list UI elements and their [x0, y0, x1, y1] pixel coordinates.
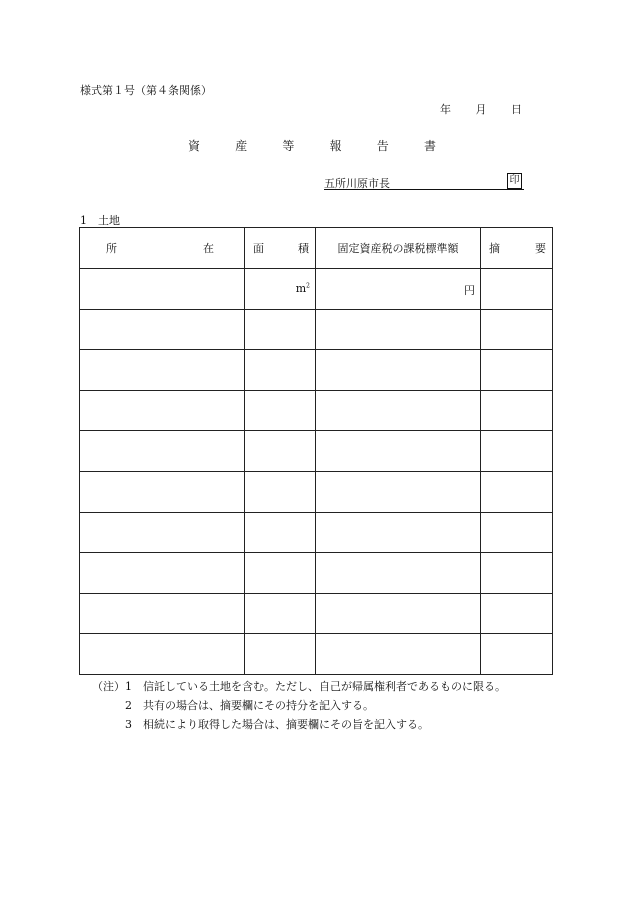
location-cell[interactable]: [80, 553, 245, 594]
note-number: 3: [125, 718, 132, 731]
tax-base-cell[interactable]: [316, 269, 481, 310]
remarks-cell[interactable]: [481, 593, 553, 634]
header-area-char: 面: [253, 242, 264, 255]
title-char: 報: [329, 139, 342, 153]
seal-stamp-box: 印: [507, 173, 522, 189]
remarks-cell[interactable]: [481, 634, 553, 675]
tax-base-cell[interactable]: [316, 634, 481, 675]
notes-block: [92, 677, 506, 734]
location-cell[interactable]: [80, 634, 245, 675]
remarks-cell[interactable]: [481, 553, 553, 594]
land-table: [79, 227, 553, 675]
title-char: 資: [188, 139, 201, 153]
tax-base-cell[interactable]: [316, 593, 481, 634]
tax-base-unit-label: 円: [464, 284, 475, 297]
form-number: 様式第１号（第４条関係）: [80, 84, 212, 97]
table-row: [80, 390, 553, 431]
header-location: [80, 228, 245, 269]
header-area: [245, 228, 316, 269]
tax-base-cell[interactable]: [316, 553, 481, 594]
header-remarks-char: 要: [535, 242, 546, 255]
note-item: [92, 677, 506, 696]
table-row: [80, 269, 553, 310]
note-text: 信託している土地を含む。ただし、自己が帰属権利者であるものに限る。: [143, 680, 506, 693]
header-tax-base-label: 固定資産税の課税標準額: [337, 242, 459, 255]
date-month-label: 月: [475, 103, 487, 116]
location-cell[interactable]: [80, 269, 245, 310]
remarks-cell[interactable]: [481, 269, 553, 310]
area-cell[interactable]: [245, 471, 316, 512]
table-header-row: [80, 228, 553, 269]
remarks-cell[interactable]: [481, 512, 553, 553]
tax-base-cell[interactable]: [316, 309, 481, 350]
table-row: [80, 593, 553, 634]
title-char: 告: [376, 139, 389, 153]
note-item: [92, 715, 506, 734]
document-title: [188, 137, 436, 154]
area-cell[interactable]: [245, 390, 316, 431]
addressee-line: [324, 174, 524, 190]
header-location-char: 在: [203, 242, 214, 255]
title-char: 等: [282, 139, 295, 153]
remarks-cell[interactable]: [481, 350, 553, 391]
section-title-land: 1 土地: [80, 214, 120, 227]
header-location-char: 所: [106, 242, 117, 255]
location-cell[interactable]: [80, 431, 245, 472]
location-cell[interactable]: [80, 512, 245, 553]
date-year-label: 年: [440, 103, 451, 116]
note-number: 2: [125, 699, 132, 712]
header-remarks-char: 摘: [489, 242, 500, 255]
title-char: 書: [423, 139, 436, 153]
note-text: 共有の場合は、摘要欄にその持分を記入する。: [143, 699, 374, 712]
header-remarks: [481, 228, 553, 269]
location-cell[interactable]: [80, 390, 245, 431]
note-item: [92, 696, 506, 715]
location-cell[interactable]: [80, 350, 245, 391]
table-row: [80, 553, 553, 594]
header-area-char: 積: [298, 242, 309, 255]
tax-base-cell[interactable]: [316, 512, 481, 553]
area-cell[interactable]: [245, 431, 316, 472]
area-unit-label: $m^2$: [295, 282, 310, 295]
tax-base-cell[interactable]: [316, 350, 481, 391]
remarks-cell[interactable]: [481, 309, 553, 350]
note-indent: [92, 715, 125, 734]
area-unit-sup: 2: [306, 282, 310, 290]
area-cell[interactable]: [245, 269, 316, 310]
tax-base-cell[interactable]: [316, 431, 481, 472]
note-indent: [92, 696, 125, 715]
table-row: [80, 431, 553, 472]
header-tax-base: [316, 228, 481, 269]
note-number: 1: [125, 680, 132, 693]
area-cell[interactable]: [245, 553, 316, 594]
location-cell[interactable]: [80, 593, 245, 634]
remarks-cell[interactable]: [481, 390, 553, 431]
note-text: 相続により取得した場合は、摘要欄にその旨を記入する。: [143, 718, 429, 731]
area-cell[interactable]: [245, 593, 316, 634]
table-row: [80, 350, 553, 391]
date-day-label: 日: [511, 103, 522, 116]
addressee-name: 五所川原市長: [324, 177, 390, 190]
tax-base-cell[interactable]: [316, 471, 481, 512]
area-cell[interactable]: [245, 634, 316, 675]
table-row: [80, 512, 553, 553]
remarks-cell[interactable]: [481, 471, 553, 512]
title-char: 産: [235, 139, 248, 153]
table-row: [80, 309, 553, 350]
table-row: [80, 634, 553, 675]
table-row: [80, 471, 553, 512]
remarks-cell[interactable]: [481, 431, 553, 472]
tax-base-cell[interactable]: [316, 390, 481, 431]
notes-lead: （注）: [92, 680, 125, 693]
location-cell[interactable]: [80, 309, 245, 350]
location-cell[interactable]: [80, 471, 245, 512]
area-cell[interactable]: [245, 350, 316, 391]
area-cell[interactable]: [245, 309, 316, 350]
date-line: [440, 101, 522, 117]
area-cell[interactable]: [245, 512, 316, 553]
